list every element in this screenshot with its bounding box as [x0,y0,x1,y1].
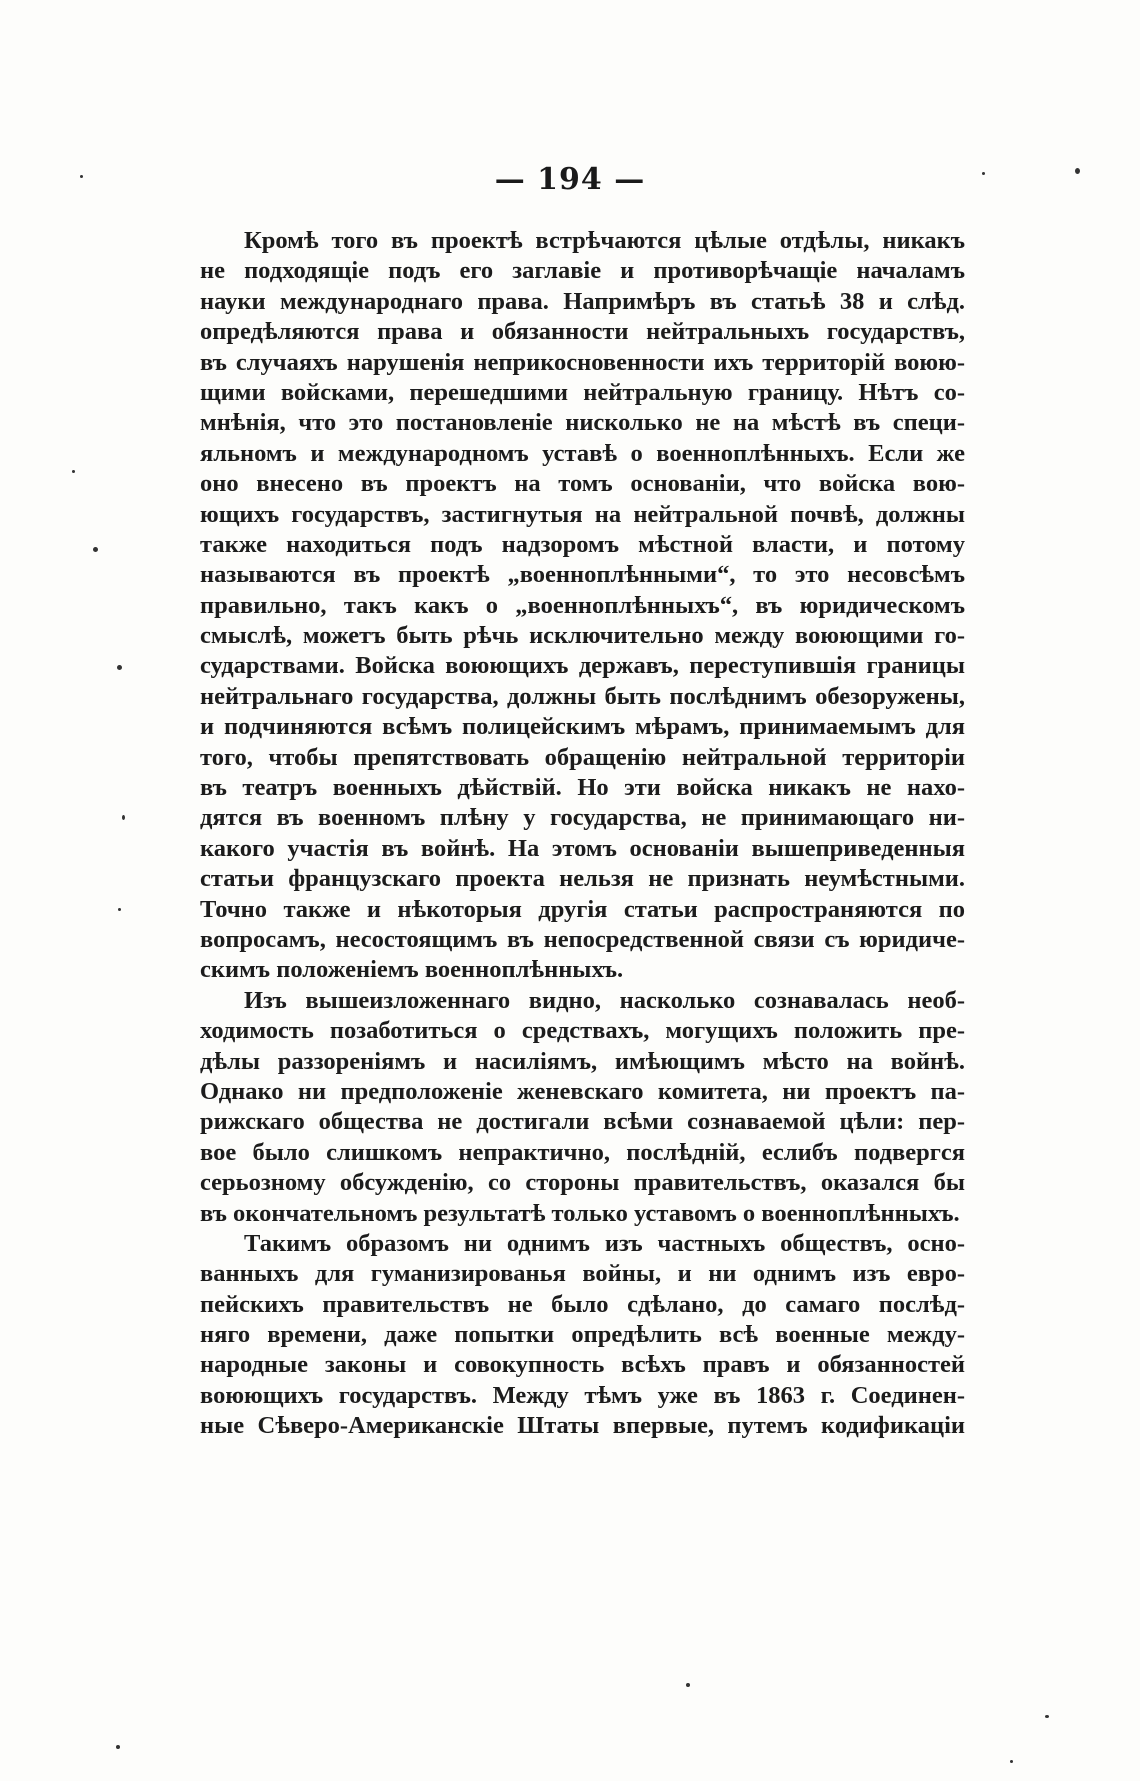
text-line: вое было слишкомъ непрактично, послѣдній, еслибъ подвергся [200,1138,965,1166]
text-line: и подчиняются всѣмъ полицейскимъ мѣрамъ, принимаемымъ для [200,713,965,741]
text-line: оно внесено въ проектъ на томъ основаніи, что войска вою- [200,470,965,498]
text-line: въ театръ военныхъ дѣйствій. Но эти войска никакъ не нахо- [200,774,965,802]
text-line: того, чтобы препятствовать обращенію нейтральной территоріи [200,743,965,771]
text-line: также находиться подъ надзоромъ мѣстной власти, и потому [200,530,965,558]
text-line: статьи французскаго проекта нельзя не признать неумѣстными. [200,865,965,893]
text-line: дятся въ военномъ плѣну у государства, не принимающаго ни- [200,804,965,832]
text-line: сударствами. Войска воюющихъ державъ, переступившія границы [200,652,965,680]
text-line: воюющихъ государствъ. Между тѣмъ уже въ 1863 г. Соединен- [200,1381,965,1409]
scan-speck [122,815,125,820]
scan-speck [982,172,985,175]
text-line: ванныхъ для гуманизированья войны, и ни однимъ изъ евро- [200,1260,965,1288]
scan-speck [117,665,122,670]
text-line: рижскаго общества не достигали всѣми сознаваемой цѣли: пер- [200,1108,965,1136]
text-line: ходимость позаботиться о средствахъ, могущихъ положить пре- [200,1017,965,1045]
text-line: Изъ вышеизложеннаго видно, насколько сознавалась необ- [244,986,965,1014]
text-line: народные законы и совокупность всѣхъ правъ и обязанностей [200,1351,965,1379]
text-line: серьозному обсужденію, со стороны правительствъ, оказался бы [200,1169,965,1197]
text-line: Точно также и нѣкоторыя другія статьи распространяются по [200,895,965,923]
text-line: щими войсками, перешедшими нейтральную границу. Нѣтъ со- [200,378,965,406]
scan-speck [686,1683,690,1687]
paragraph-2 [200,986,965,1229]
scan-speck [72,470,75,473]
text-line: смыслѣ, можетъ быть рѣчь исключительно между воюющими го- [200,622,965,650]
text-line: какого участія въ войнѣ. На этомъ основаніи вышеприведенныя [200,834,965,862]
text-line: ющихъ государствъ, застигнутыя на нейтральной почвѣ, должны [200,500,965,528]
text-line: няго времени, даже попытки опредѣлить всѣ военные между- [200,1321,965,1349]
text-line: правильно, такъ какъ о „военноплѣнныхъ“, въ юридическомъ [200,591,965,619]
text-line: скимъ положеніемъ военноплѣнныхъ. [200,956,624,984]
text-line: Однако ни предположеніе женевскаго комитета, ни проектъ па- [200,1077,965,1105]
text-line: дѣлы раззореніямъ и насиліямъ, имѣющимъ мѣсто на войнѣ. [200,1047,965,1075]
text-line: не подходящіе подъ его заглавіе и противорѣчащіе началамъ [200,257,965,285]
text-line: вопросамъ, несостоящимъ въ непосредственной связи съ юридиче- [200,925,965,953]
scan-speck [118,908,121,911]
scan-speck [1045,1715,1049,1718]
text-line: нейтральнаго государства, должны быть послѣднимъ обезоружены, [200,682,965,710]
scan-speck [1010,1760,1013,1763]
scan-speck [80,175,83,178]
text-line: мнѣнія, что это постановленіе нисколько не на мѣстѣ въ специ- [200,409,965,437]
text-line: въ случаяхъ нарушенія неприкосновенности ихъ территорій воюю- [200,348,965,376]
scan-speck [116,1745,120,1749]
text-line: называются въ проектѣ „военноплѣнными“, то это несовсѣмъ [200,561,965,589]
text-line: науки международнаго права. Напримѣръ въ статьѣ 38 и слѣд. [200,287,965,315]
scan-speck [1075,168,1080,174]
scan-speck [93,547,98,552]
paragraph-3 [200,1229,965,1442]
page-number: — 194 — [494,162,646,197]
body-text [200,226,965,1442]
text-line: Кромѣ того въ проектѣ встрѣчаются цѣлые отдѣлы, никакъ [244,227,965,254]
text-line: ные Сѣверо-Американскіе Штаты впервые, путемъ кодификаціи [200,1412,965,1440]
text-line: опредѣляются права и обязанности нейтральныхъ государствъ, [200,318,965,346]
text-line: въ окончательномъ результатѣ только уставомъ о военноплѣнныхъ. [200,1199,960,1227]
text-line: Такимъ образомъ ни однимъ изъ частныхъ обществъ, осно- [244,1229,965,1257]
text-line: яльномъ и международномъ уставѣ о военноплѣнныхъ. Если же [200,439,965,467]
paragraph-1 [200,226,965,986]
text-line: пейскихъ правительствъ не было сдѣлано, до самаго послѣд- [200,1290,965,1318]
